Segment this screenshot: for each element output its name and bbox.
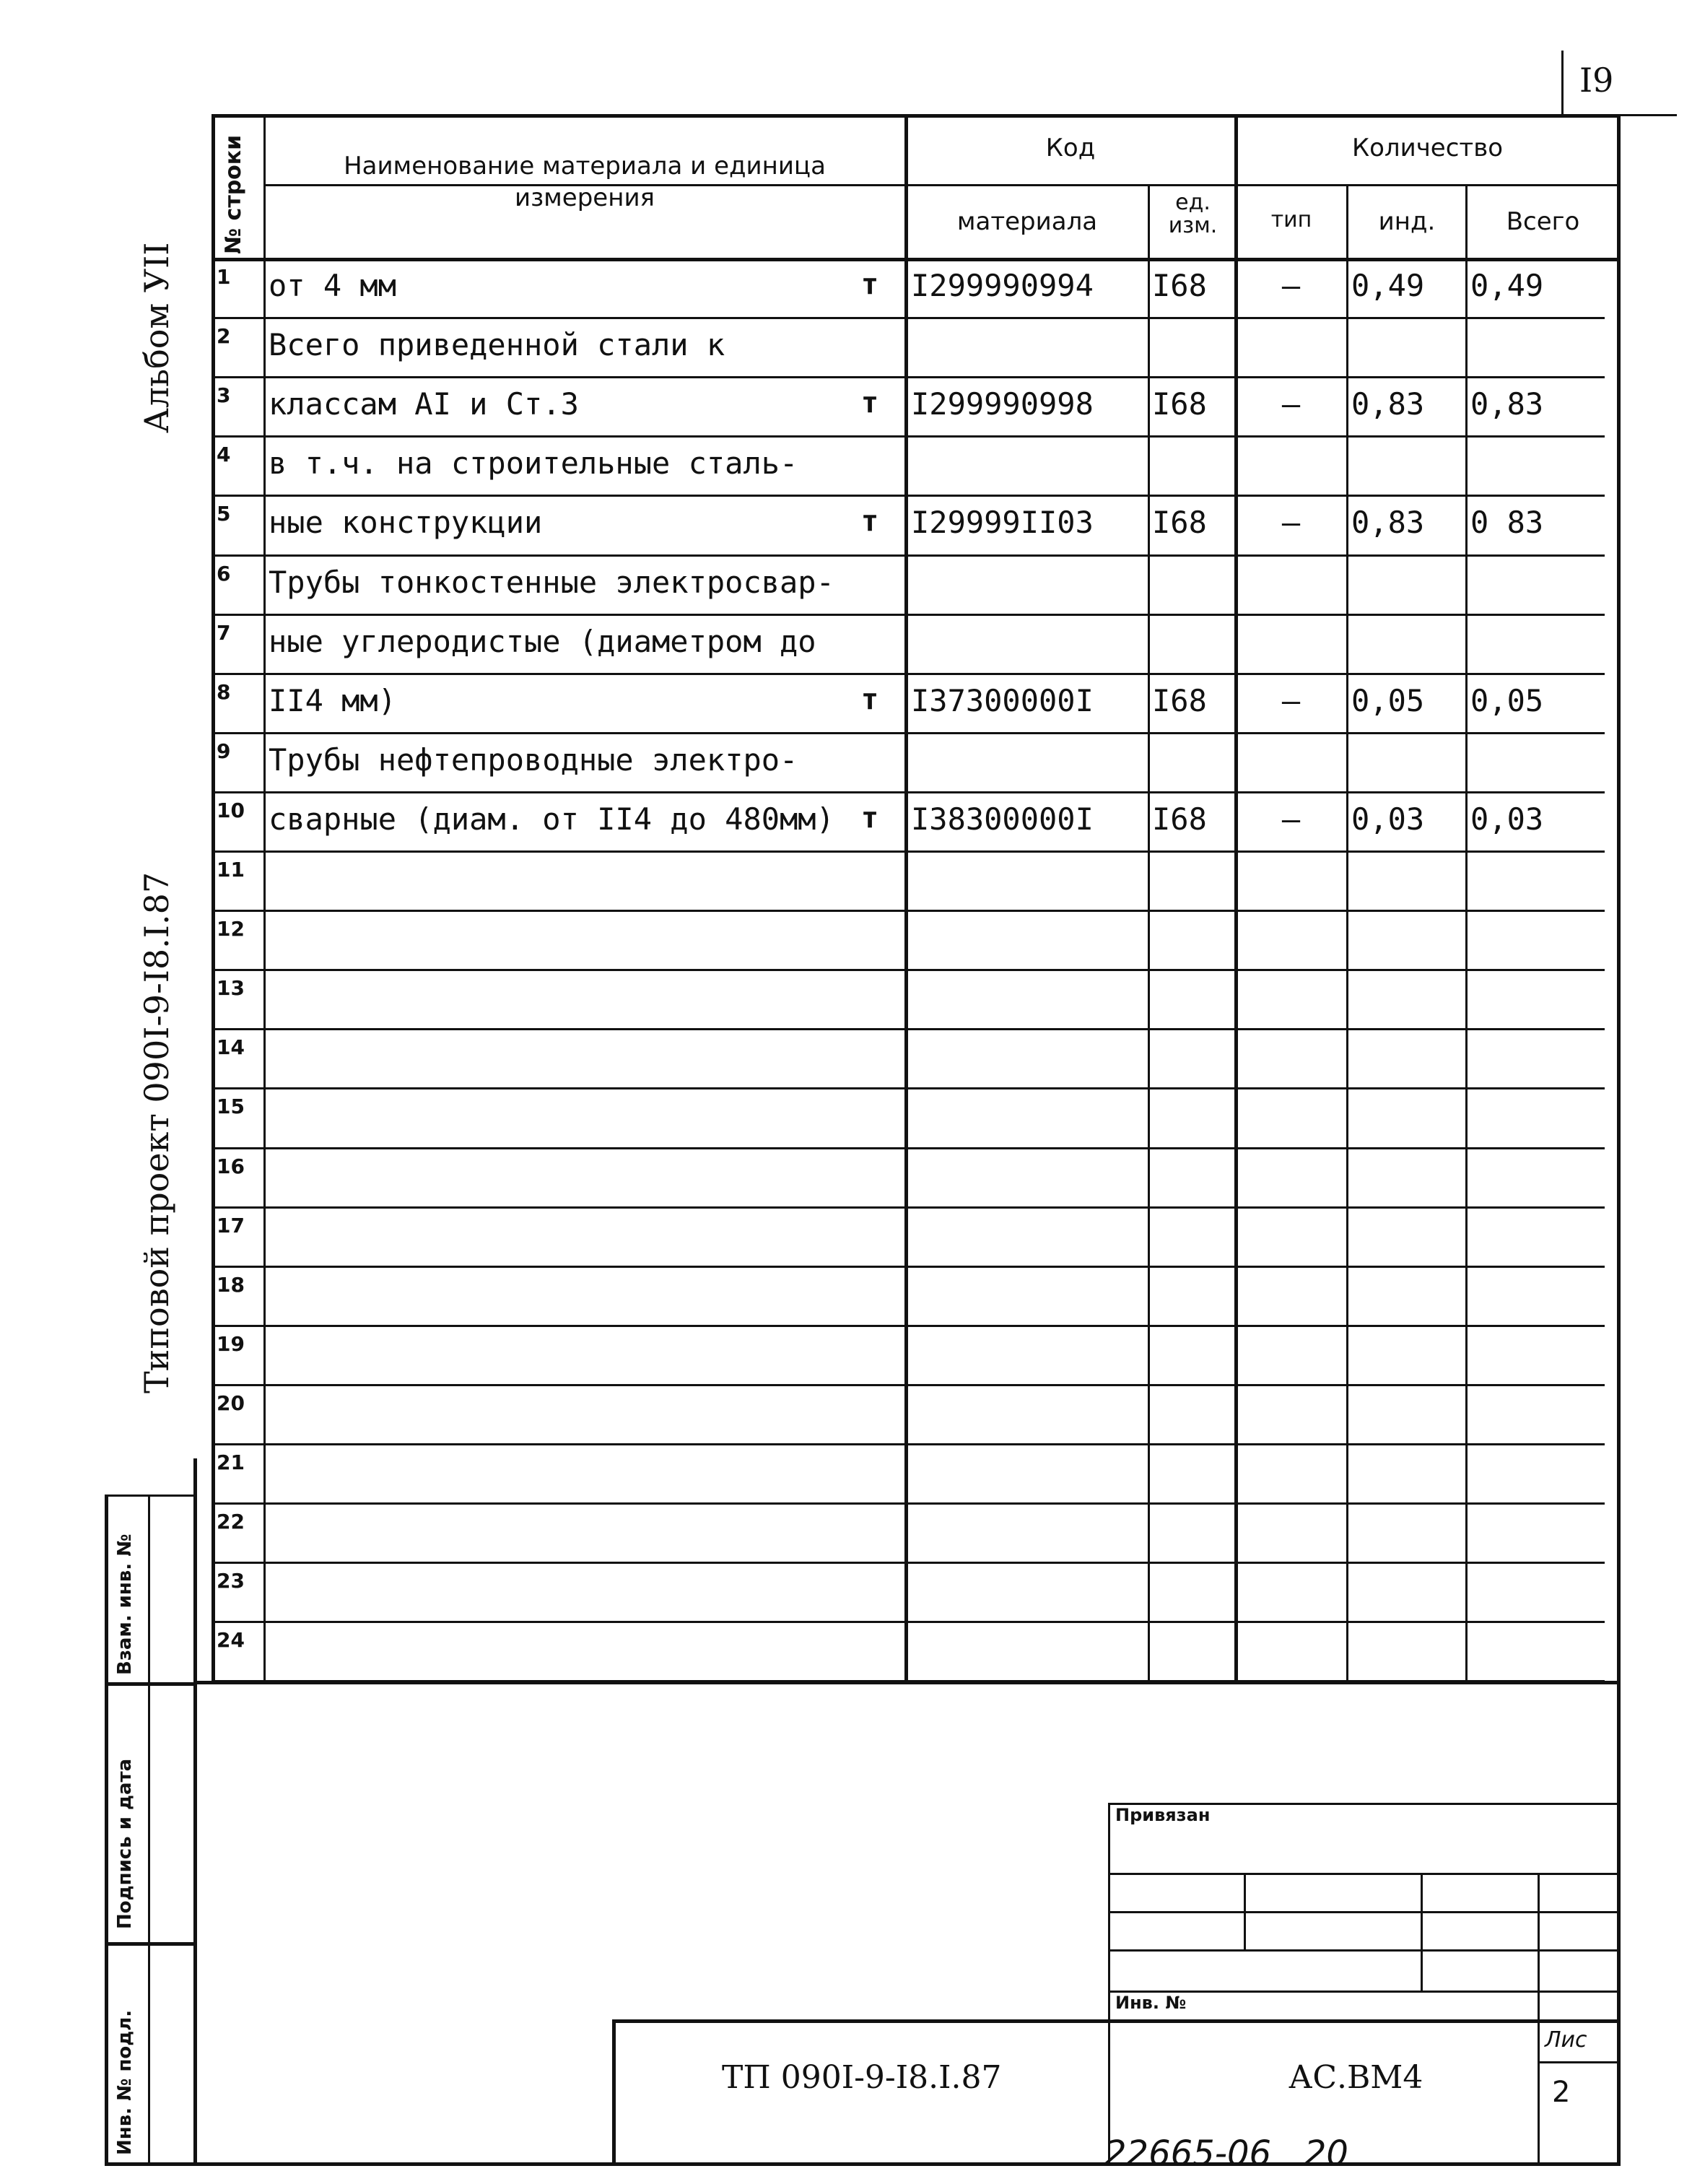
vzam-inv-label: Взам. инв. № bbox=[114, 1533, 136, 1675]
stamp-code: АС.ВМ4 bbox=[1288, 2059, 1423, 2096]
cell-n: 13 bbox=[217, 976, 245, 1001]
cell-total: 0,49 bbox=[1470, 268, 1544, 303]
cell-n: 14 bbox=[217, 1035, 245, 1060]
table-row bbox=[0, 614, 1705, 673]
cell-n: 4 bbox=[217, 443, 231, 467]
cell-code: I29999II03 bbox=[911, 505, 1094, 541]
table-row bbox=[0, 1147, 1705, 1206]
cell-unit: т bbox=[860, 682, 879, 716]
cell-ed: I68 bbox=[1152, 682, 1207, 718]
cell-n: 5 bbox=[217, 502, 231, 526]
cell-code: I37300000I bbox=[911, 682, 1094, 718]
footer-number: 22665-06 20 bbox=[1104, 2133, 1348, 2174]
stamp-designation: ТП 090I-9-I8.I.87 bbox=[722, 2059, 1002, 2096]
row-divider bbox=[212, 1680, 1605, 1682]
cell-name: сварные (диам. от II4 до 480мм) bbox=[269, 801, 834, 837]
cell-unit: т bbox=[860, 801, 879, 835]
cell-total: 0 83 bbox=[1470, 505, 1544, 541]
table-row bbox=[0, 1502, 1705, 1562]
cell-tip: – bbox=[1281, 268, 1301, 303]
cell-unit: т bbox=[860, 505, 879, 539]
cell-ind: 0,83 bbox=[1351, 505, 1425, 541]
cell-name: Всего приведенной стали к bbox=[269, 327, 725, 363]
table-row bbox=[0, 554, 1705, 614]
table-row bbox=[0, 1325, 1705, 1384]
cell-n: 21 bbox=[217, 1450, 245, 1474]
table-row bbox=[0, 791, 1705, 850]
table-row bbox=[0, 673, 1705, 732]
frame-top bbox=[212, 114, 1621, 118]
cell-ed: I68 bbox=[1152, 505, 1207, 541]
cell-code: I299990994 bbox=[911, 268, 1094, 303]
table-row bbox=[0, 317, 1705, 376]
cell-n: 18 bbox=[217, 1272, 245, 1297]
cell-ed: I68 bbox=[1152, 801, 1207, 837]
cell-n: 3 bbox=[217, 383, 231, 408]
header-row-no: № строки bbox=[221, 134, 246, 254]
header-qty-group: Количество bbox=[1351, 134, 1504, 162]
table-row bbox=[0, 969, 1705, 1028]
cell-n: 16 bbox=[217, 1154, 245, 1178]
table-row bbox=[0, 376, 1705, 435]
cell-total: 0,03 bbox=[1470, 801, 1544, 837]
cell-n: 1 bbox=[217, 265, 231, 289]
cell-name: от 4 мм bbox=[269, 268, 397, 303]
cell-ed: I68 bbox=[1152, 268, 1207, 303]
cell-unit: т bbox=[860, 268, 879, 301]
table-row bbox=[0, 495, 1705, 554]
cell-ind: 0,49 bbox=[1351, 268, 1425, 303]
stamp-col-3 bbox=[1538, 1873, 1540, 2162]
cell-ind: 0,83 bbox=[1351, 386, 1425, 422]
cell-name: Трубы нефтепроводные электро- bbox=[269, 741, 798, 778]
cell-name: ные углеродистые (диаметром до bbox=[269, 623, 816, 659]
cell-name: ные конструкции bbox=[269, 505, 543, 541]
stamp-sheet-label: Лис bbox=[1545, 2027, 1587, 2053]
cell-n: 10 bbox=[217, 798, 245, 822]
cell-n: 6 bbox=[217, 561, 231, 586]
cell-ed: I68 bbox=[1152, 386, 1207, 422]
cell-n: 22 bbox=[217, 1510, 245, 1534]
table-row bbox=[0, 910, 1705, 969]
header-code-unit: ед. изм. bbox=[1168, 190, 1218, 238]
cell-total: 0,83 bbox=[1470, 386, 1544, 422]
stamp-line-1 bbox=[1108, 1873, 1617, 1875]
cell-code: I299990998 bbox=[911, 386, 1094, 422]
cell-tip: – bbox=[1281, 386, 1301, 422]
cell-n: 19 bbox=[217, 1331, 245, 1356]
table-row bbox=[0, 850, 1705, 910]
header-qty-type: тип bbox=[1270, 207, 1312, 232]
title-block-top bbox=[612, 2019, 1617, 2023]
inv-podl-label: Инв. № подл. bbox=[114, 2009, 136, 2155]
album-label: Альбом УII bbox=[137, 242, 176, 433]
stamp-col-2 bbox=[1421, 1873, 1423, 1991]
header-qty-total: Всего bbox=[1506, 207, 1580, 236]
cell-n: 11 bbox=[217, 858, 245, 882]
cell-n: 15 bbox=[217, 1095, 245, 1119]
cell-n: 17 bbox=[217, 1213, 245, 1237]
header-code-group: Код bbox=[1045, 134, 1096, 162]
cell-n: 9 bbox=[217, 739, 231, 763]
project-label: Типовой проект 090I-9-I8.I.87 bbox=[137, 871, 176, 1393]
cell-tip: – bbox=[1281, 801, 1301, 837]
table-row bbox=[0, 1206, 1705, 1266]
stamp-inv-no: Инв. № bbox=[1115, 1993, 1187, 2013]
table-row bbox=[0, 1384, 1705, 1443]
podpis-data-label: Подпись и дата bbox=[114, 1758, 136, 1929]
cell-n: 12 bbox=[217, 917, 245, 941]
header-name: Наименование материала и единица измерения bbox=[344, 152, 826, 213]
margin-sep-2 bbox=[105, 1942, 195, 1946]
margin-bottom-line bbox=[105, 2162, 195, 2166]
table-row bbox=[0, 258, 1705, 317]
stamp-line-2 bbox=[1108, 1911, 1617, 1913]
table-row bbox=[0, 1028, 1705, 1087]
stamp-sheet-number: 2 bbox=[1552, 2076, 1571, 2109]
cell-name: Трубы тонкостенные электросвар- bbox=[269, 564, 834, 600]
header-qty-ind: инд. bbox=[1378, 207, 1436, 236]
cell-tip: – bbox=[1281, 682, 1301, 718]
cell-name: классам АI и Ст.3 bbox=[269, 386, 579, 422]
frame-bottom bbox=[193, 2162, 1621, 2166]
stamp-line-3 bbox=[1108, 1949, 1617, 1952]
cell-n: 2 bbox=[217, 324, 231, 349]
stamp-privyazan: Привязан bbox=[1115, 1805, 1211, 1825]
header-code-material: материала bbox=[956, 207, 1098, 236]
cell-tip: – bbox=[1281, 505, 1301, 541]
title-block-left bbox=[612, 2019, 616, 2162]
sheet-label-line bbox=[1538, 2061, 1617, 2063]
table-row bbox=[0, 1443, 1705, 1502]
cell-ind: 0,03 bbox=[1351, 801, 1425, 837]
table-row bbox=[0, 1562, 1705, 1621]
cell-n: 24 bbox=[217, 1628, 245, 1653]
cell-n: 20 bbox=[217, 1391, 245, 1415]
page-number-divider bbox=[1561, 51, 1564, 116]
cell-unit: т bbox=[860, 386, 879, 420]
stamp-col-1 bbox=[1244, 1873, 1246, 1949]
table-row bbox=[0, 732, 1705, 791]
page-number: I9 bbox=[1579, 61, 1614, 100]
cell-name: в т.ч. на строительные сталь- bbox=[269, 445, 798, 482]
cell-total: 0,05 bbox=[1470, 682, 1544, 718]
cell-n: 7 bbox=[217, 620, 231, 645]
margin-sep-1 bbox=[105, 1682, 195, 1686]
cell-n: 23 bbox=[217, 1569, 245, 1593]
stamp-left bbox=[1108, 1803, 1110, 2162]
cell-ind: 0,05 bbox=[1351, 682, 1425, 718]
cell-n: 8 bbox=[217, 679, 231, 704]
table-row bbox=[0, 1266, 1705, 1325]
cell-name: II4 мм) bbox=[269, 682, 397, 718]
cell-code: I38300000I bbox=[911, 801, 1094, 837]
table-row bbox=[0, 435, 1705, 495]
table-row bbox=[0, 1087, 1705, 1147]
table-row bbox=[0, 1621, 1705, 1680]
